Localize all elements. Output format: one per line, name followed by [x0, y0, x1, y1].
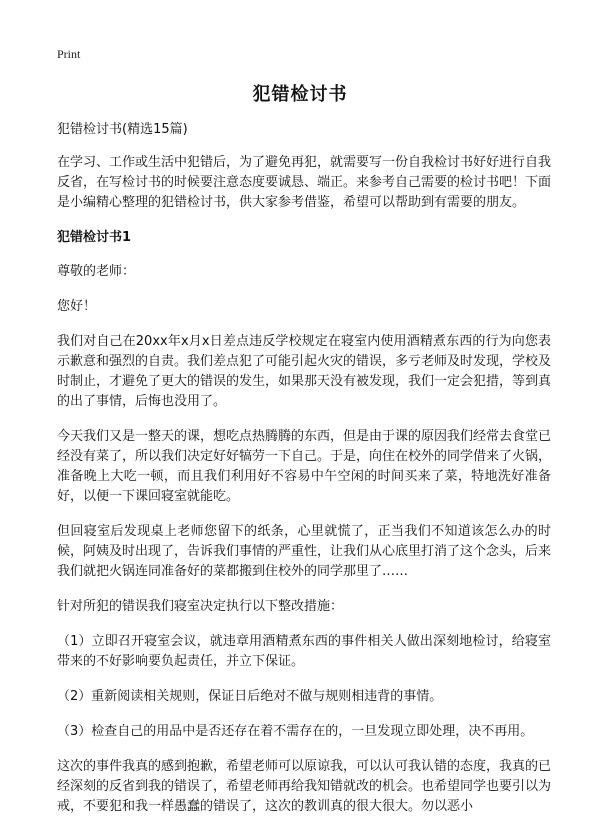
print-link[interactable]: Print [57, 47, 81, 61]
salutation: 尊敬的老师： [57, 264, 136, 279]
closing-paragraph: 这次的事件我真的感到抱歉，希望老师可以原谅我，可以认可我认错的态度，我真的已经深刻的反省到我的错误了，希望老师再给我知错就改的机会。也希望同学也要引以为戒，不要犯和我一样愚蠢的错误了，这次的教训真的很大很大。勿以恶小 [57, 759, 552, 814]
measure-item-1: （1）立即召开寝室会议，就违章用酒精煮东西的事件相关人做出深刻地检讨，给寝室带来的不好影响要负起责任，并立下保证。 [57, 634, 551, 669]
measures-intro: 针对所犯的错误我们寝室决定执行以下整改措施： [57, 599, 344, 614]
body-paragraph-1: 我们对自己在20xx年x月x日差点违反学校规定在寝室内使用酒精煮东西的行为向您表示歉意和强烈的自责。我们差点犯了可能引起火灾的错误，多亏老师及时发现，学校及时制止，才避免了更大的错误的发生，如果那天没有被发现，我们一定会犯措，等到真的出了事情，后悔也没用了。 [57, 334, 552, 409]
document-body [57, 120, 551, 832]
document-subtitle: 犯错检讨书(精选15篇) [57, 122, 188, 137]
measure-item-2: （2）重新阅读相关规则，保证日后绝对不做与规则相违背的事情。 [57, 689, 443, 704]
greeting: 您好！ [57, 299, 97, 314]
measure-item-3: （3）检查自己的用品中是否还存在着不需存在的，一旦发现立即处理，决不再用。 [57, 724, 534, 739]
body-paragraph-3: 但回寝室后发现桌上老师您留下的纸条，心里就慌了，正当我们不知道该怎么办的时候，阿姨及时出现了，告诉我们事情的严重性，让我们从心底里打消了这个念头，后来我们就把火锅连同准备好的菜都搬到住校外的同学那里了…… [57, 524, 552, 579]
body-paragraph-2: 今天我们又是一整天的课，想吃点热腾腾的东西，但是由于课的原因我们经常去食堂已经没有菜了，所以我们决定好好犒劳一下自己。于是，向住在校外的同学借来了火锅，准备晚上大吃一顿，而且我们利用好不容易中午空闲的时间买来了菜，特地洗好准备好，以便一下课回寝室就能吃。 [57, 429, 552, 504]
intro-paragraph: 在学习、工作或生活中犯错后，为了避免再犯，就需要写一份自我检讨书好好进行自我反省，在写检讨书的时候要注意态度要诚恳、端正。来参考自己需要的检讨书吧！下面是小编精心整理的犯错检讨书，供大家参考借鉴，希望可以帮助到有需要的朋友。 [57, 155, 552, 210]
section-heading: 犯错检讨书1 [57, 230, 132, 245]
document-title: 犯错检讨书 [252, 84, 348, 105]
